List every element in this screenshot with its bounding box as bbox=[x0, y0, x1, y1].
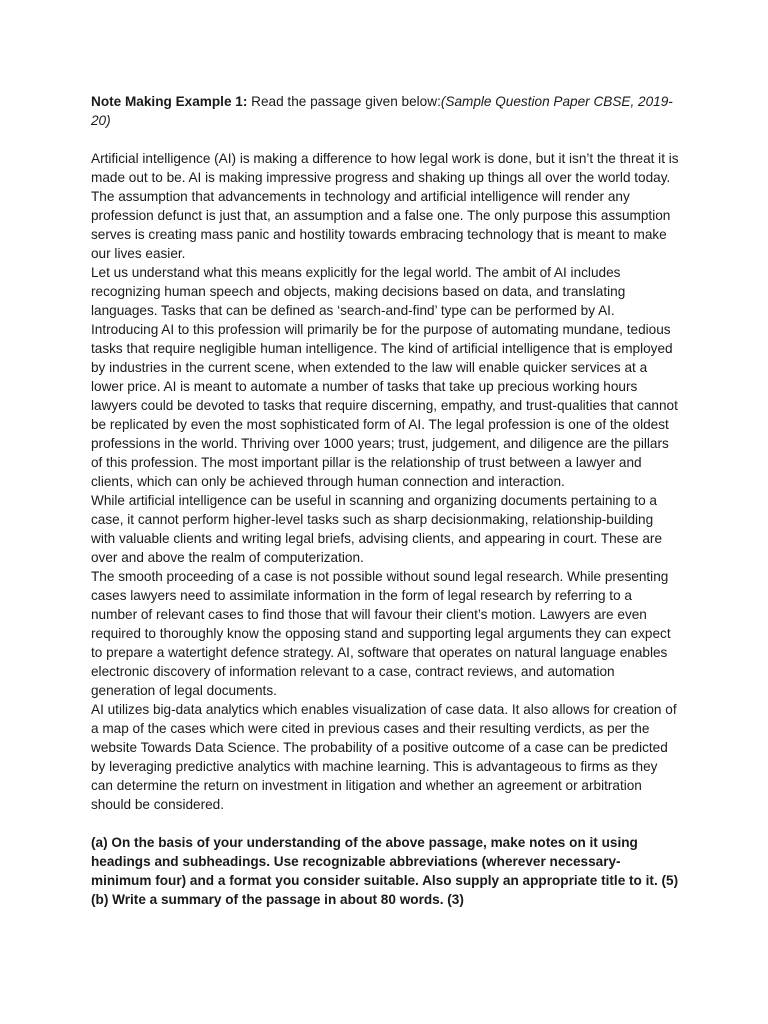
heading-lead: Note Making Example 1: bbox=[91, 94, 248, 109]
questions bbox=[91, 833, 681, 909]
passage-paragraph: AI utilizes big-data analytics which enables visualization of case data. It also allows for creation of a map of the cases which were cited in previous cases and their resulting verdicts, as per the website Towards Data Science. The probability of a positive outcome of a case can be predicted by leveraging predictive analytics with machine learning. This is advantageous to firms as they can determine the return on investment in litigation and whether an agreement or arbitration should be considered. bbox=[91, 702, 677, 812]
document-page bbox=[91, 92, 681, 909]
example-heading bbox=[91, 92, 681, 130]
passage bbox=[91, 149, 681, 814]
passage-paragraph: The smooth proceeding of a case is not possible without sound legal research. While presenting cases lawyers need to assimilate information in the form of legal research by referring to a number of relevant cases to find those that will favour their client’s motion. Lawyers are even required to thoroughly know the opposing stand and supporting legal arguments they can expect to prepare a watertight defence strategy. AI, software that operates on natural language enables electronic discovery of information relevant to a case, contract reviews, and automation generation of legal documents. bbox=[91, 569, 671, 698]
heading-source: (Sample Question Paper CBSE, 2019-20) bbox=[91, 94, 673, 128]
heading-instruction: Read the passage given below: bbox=[247, 94, 441, 109]
passage-paragraph: While artificial intelligence can be useful in scanning and organizing documents pertaining to a case, it cannot perform higher-level tasks such as sharp decisionmaking, relationship-building with valuable clients and writing legal briefs, advising clients, and appearing in court. These are over and above the realm of computerization. bbox=[91, 493, 663, 565]
passage-paragraph: Artificial intelligence (AI) is making a difference to how legal work is done, but it isn’t the threat it is made out to be. AI is making impressive progress and shaking up things all over the world today. The assumption that advancements in technology and artificial intelligence will render any profession defunct is just that, an assumption and a false one. The only purpose this assumption serves is creating mass panic and hostility towards embracing technology that is meant to make our lives easier. bbox=[91, 151, 679, 261]
question-b: (b) Write a summary of the passage in about 80 words. (3) bbox=[91, 892, 464, 907]
question-a: (a) On the basis of your understanding of the above passage, make notes on it using headings and subheadings. Use recognizable abbreviations (wherever necessary- minimum four) and a format you consider suitable. Also supply an appropriate title to it. (5) bbox=[91, 835, 679, 888]
passage-paragraph: Let us understand what this means explicitly for the legal world. The ambit of AI includes recognizing human speech and objects, making decisions based on data, and translating languages. Tasks that can be defined as ‘search-and-find’ type can be performed by AI. Introducing AI to this profession will primarily be for the purpose of automating mundane, tedious tasks that require negligible human intelligence. The kind of artificial intelligence that is employed by industries in the current scene, when extended to the law will enable quicker services at a lower price. AI is meant to automate a number of tasks that take up precious working hours lawyers could be devoted to tasks that require discerning, empathy, and trust-qualities that cannot be replicated by even the most sophisticated form of AI. The legal profession is one of the oldest professions in the world. Thriving over 1000 years; trust, judgement, and diligence are the pillars of this profession. The most important pillar is the relationship of trust between a lawyer and clients, which can only be achieved through human connection and interaction. bbox=[91, 265, 678, 489]
